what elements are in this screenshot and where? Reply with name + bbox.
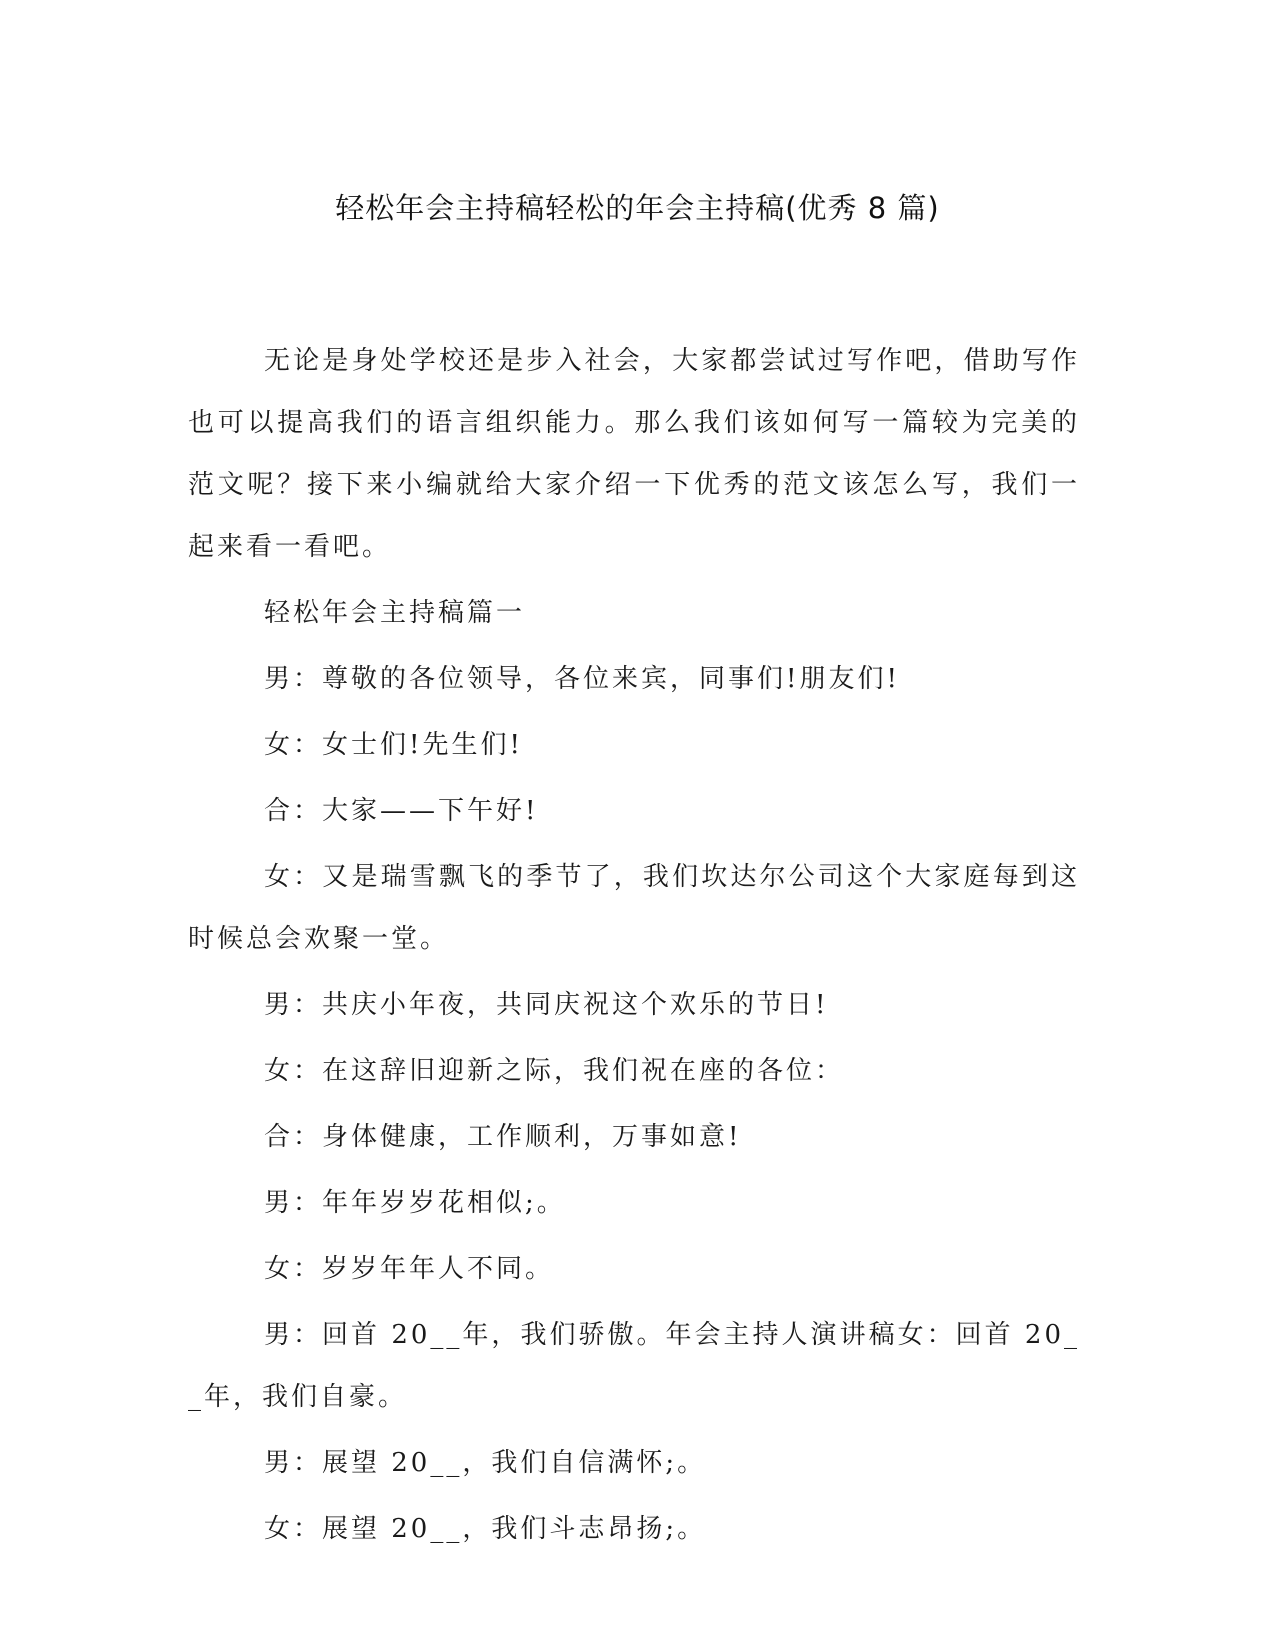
dialogue-line: 女：展望 20__，我们斗志昂扬;。 <box>264 1514 707 1544</box>
dialogue-line: 男：共庆小年夜，共同庆祝这个欢乐的节日! <box>264 990 829 1020</box>
dialogue-line: 男：展望 20__，我们自信满怀;。 <box>264 1448 707 1478</box>
dialogue-line: 女：又是瑞雪飘飞的季节了，我们坎达尔公司这个大家庭每到这时候总会欢聚一堂。 <box>188 862 1080 954</box>
dialogue-line: 男：年年岁岁花相似;。 <box>264 1188 566 1218</box>
dialogue-line: 合：大家——下午好! <box>264 796 539 826</box>
dialogue-line: 合：身体健康，工作顺利，万事如意! <box>264 1122 742 1152</box>
dialogue-line: 女：女士们!先生们! <box>264 730 523 760</box>
document-title: 轻松年会主持稿轻松的年会主持稿(优秀 8 篇) <box>335 191 940 225</box>
dialogue-line: 女：岁岁年年人不同。 <box>264 1254 555 1284</box>
section-heading: 轻松年会主持稿篇一 <box>264 598 526 628</box>
intro-paragraph: 无论是身处学校还是步入社会，大家都尝试过写作吧，借助写作也可以提高我们的语言组织能力。那么我们该如何写一篇较为完美的范文呢？接下来小编就给大家介绍一下优秀的范文该怎么写，我们一起来看一看吧。 <box>188 346 1080 562</box>
document-body <box>188 330 1080 1564</box>
dialogue-line: 男：回首 20__年，我们骄傲。年会主持人演讲稿女：回首 20__年，我们自豪。 <box>188 1320 1080 1412</box>
dialogue-line: 男：尊敬的各位领导，各位来宾，同事们!朋友们! <box>264 664 900 694</box>
dialogue-line: 女：在这辞旧迎新之际，我们祝在座的各位： <box>264 1056 845 1086</box>
